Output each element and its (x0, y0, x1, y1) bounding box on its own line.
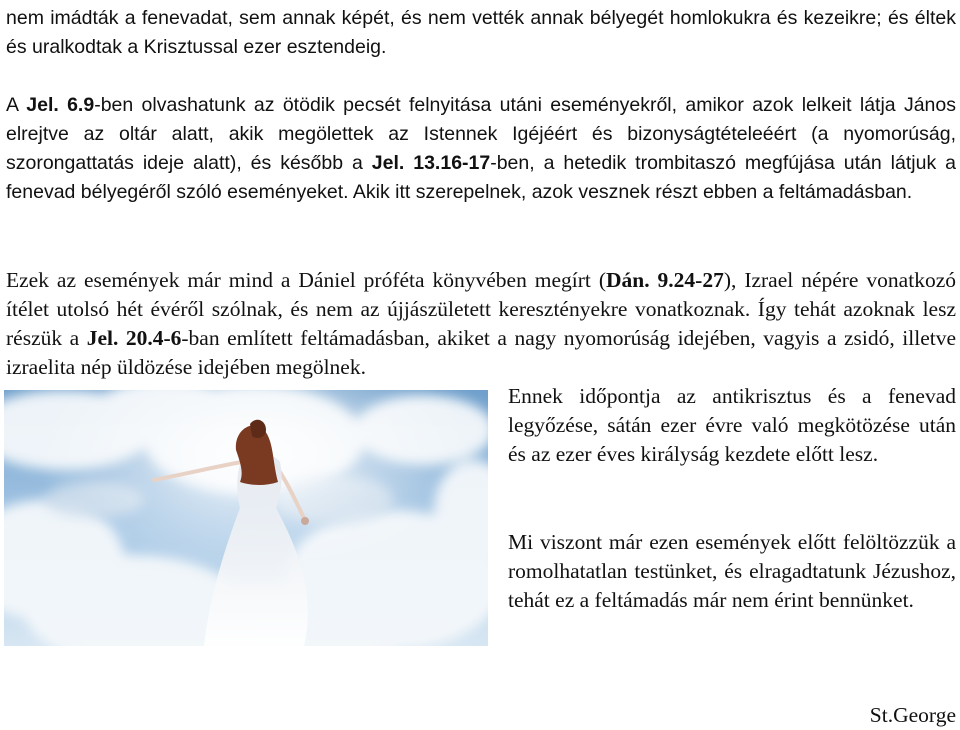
paragraph-1 (6, 4, 956, 62)
sky-woman-image (4, 390, 488, 646)
sky-woman-illustration (4, 390, 488, 646)
paragraph-5-text: Mi viszont már ezen események előtt felöltözzük a romolhatatlan testünket, és elragadtatunk Jézushoz, tehát ez a feltámadás már nem érint bennünket. (508, 530, 956, 612)
paragraph-3-text-a: Ezek az események már mind a Dániel próféta könyvében megírt ( (6, 268, 606, 292)
paragraph-2-text-b: -ben olvashatunk az ötödik pecsét felnyitása utáni eseményekről, amikor azok lelkeit látja János elrejtve az oltár alatt, akik megölettek az Istennek Igéjéért és bizonyságtételeéért (a nyomorúság, szorongattatás ideje alatt), és később a (6, 94, 956, 174)
paragraph-2 (6, 91, 956, 207)
paragraph-3 (6, 266, 956, 382)
paragraph-2-text-a: A (6, 94, 27, 116)
bible-reference-jel-13-16-17: Jel. 13.16-17 (371, 152, 491, 174)
paragraph-2-text-c: -ben, a hetedik trombitaszó megfújása után látjuk a fenevad bélyegéről szóló eseményeket. Akik itt szerepelnek, azok vesznek részt ebben a feltámadásban. (6, 152, 956, 203)
paragraph-5 (508, 528, 956, 615)
author-signature: St.George (869, 703, 956, 727)
paragraph-1-text: nem imádták a fenevadat, sem annak képét, és nem vették annak bélyegét homlokukra és kezeikre; és éltek és uralkodtak a Krisztussal ezer esztendeig. (6, 7, 956, 58)
bible-reference-dan-9-24-27: Dán. 9.24-27 (606, 268, 724, 292)
paragraph-3-text-b: ), Izrael népére vonatkozó ítélet utolsó hét évéről szólnak, és nem az újjászületett keresztényekre vonatkoznak. Így tehát azoknak lesz részük a (6, 268, 956, 350)
bible-reference-jel-6-9: Jel. 6.9 (26, 94, 95, 116)
paragraph-4-text: Ennek időpontja az antikrisztus és a fenevad legyőzése, sátán ezer évre való megkötözése után és az ezer éves királyság kezdete előtt lesz. (508, 384, 956, 466)
paragraph-4 (508, 382, 956, 469)
paragraph-3-text-c: -ban említett feltámadásban, akiket a nagy nyomorúság idejében, vagyis a zsidó, illetve izraelita nép üldözése idejében megölnek. (6, 326, 956, 379)
bible-reference-jel-20-4-6: Jel. 20.4-6 (86, 326, 182, 350)
